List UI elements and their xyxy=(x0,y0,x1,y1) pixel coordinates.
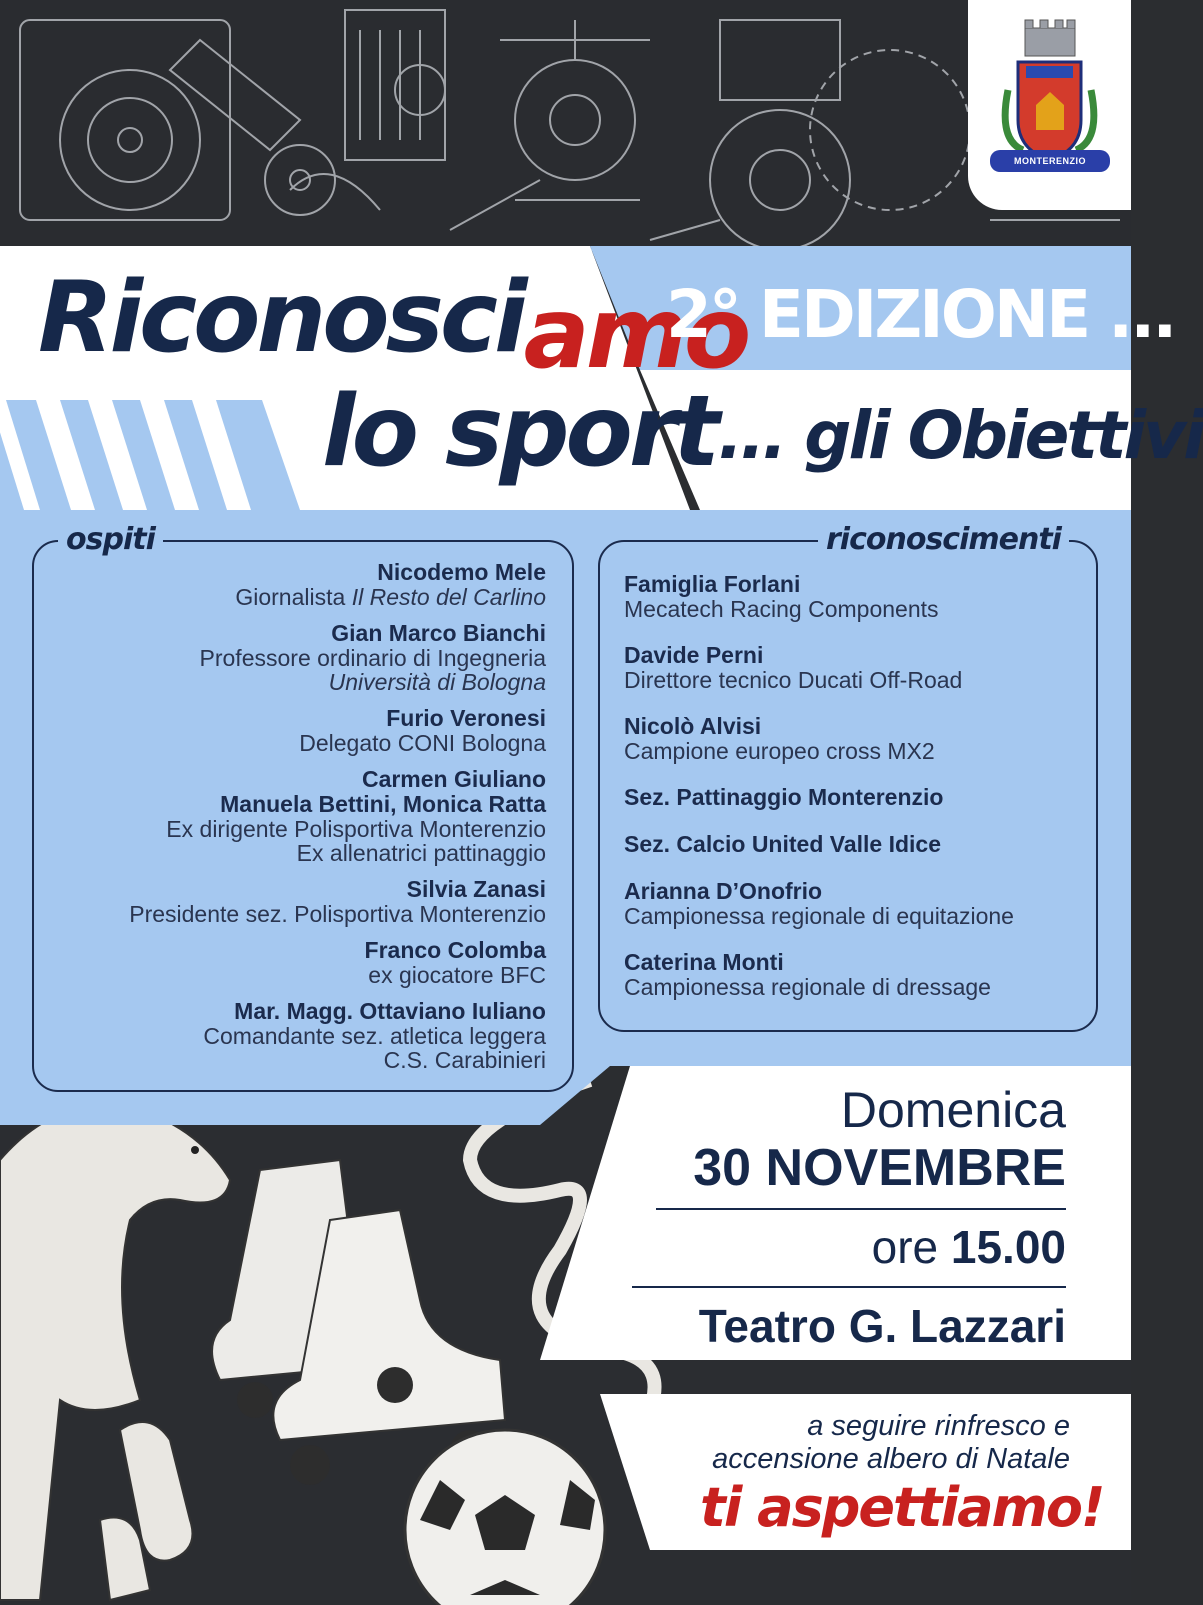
award-role: Direttore tecnico Ducati Off-Road xyxy=(624,667,963,693)
guest-name: Mar. Magg. Ottaviano Iuliano xyxy=(234,998,546,1024)
footer-line-1: a seguire rinfresco e xyxy=(807,1410,1070,1442)
award-name: Nicolò Alvisi xyxy=(624,713,762,739)
guest-role: Delegato CONI Bologna xyxy=(299,730,546,756)
guest-name: Furio Veronesi xyxy=(386,705,546,731)
award-entry xyxy=(624,714,1094,763)
divider xyxy=(632,1286,1066,1288)
guest-role-italic: Università di Bologna xyxy=(328,669,546,695)
guest-name: Franco Colomba xyxy=(364,937,546,963)
awards-list xyxy=(624,572,1094,999)
award-role: Mecatech Racing Components xyxy=(624,596,939,622)
award-entry xyxy=(624,832,1094,857)
guest-role: Ex dirigente Polisportiva Monterenzio xyxy=(166,816,546,842)
guest-role-2: Ex allenatrici pattinaggio xyxy=(296,840,546,866)
footer-line-2: accensione albero di Natale xyxy=(712,1443,1070,1475)
logo-banner: MONTERENZIO xyxy=(990,150,1110,172)
edition-label: 2° EDIZIONE ... xyxy=(666,276,1175,353)
guest-entry xyxy=(46,877,546,926)
award-name: Caterina Monti xyxy=(624,949,784,975)
award-entry xyxy=(624,643,1094,692)
guest-role: ex giocatore BFC xyxy=(368,962,546,988)
event-venue: Teatro G. Lazzari xyxy=(698,1300,1066,1352)
award-entry xyxy=(624,879,1094,928)
award-role: Campione europeo cross MX2 xyxy=(624,738,935,764)
event-date: 30 NOVEMBRE xyxy=(693,1139,1066,1197)
guest-name: Silvia Zanasi xyxy=(406,876,546,902)
guest-role: Presidente sez. Polisportiva Monterenzio xyxy=(129,901,546,927)
guest-role: Comandante sez. atletica leggera xyxy=(203,1023,546,1049)
guest-entry xyxy=(46,938,546,987)
award-role: Campionessa regionale di equitazione xyxy=(624,903,1014,929)
footer-notes xyxy=(620,1410,1070,1476)
guest-entry xyxy=(46,560,546,609)
guest-entry xyxy=(46,706,546,755)
guest-role: Giornalista Il Resto del Carlino xyxy=(235,584,546,610)
award-entry xyxy=(624,950,1094,999)
guest-role: Professore ordinario di Ingegneria xyxy=(199,645,546,671)
guest-name: Nicodemo Mele xyxy=(377,559,546,585)
guest-entry xyxy=(46,621,546,694)
edition-subtitle: ... gli Obiettivi xyxy=(718,397,1203,474)
guest-name: Gian Marco Bianchi xyxy=(331,620,546,646)
guest-entry xyxy=(46,767,546,865)
award-name: Sez. Pattinaggio Monterenzio xyxy=(624,784,944,810)
award-role: Campionessa regionale di dressage xyxy=(624,974,991,1000)
guests-heading: ospiti xyxy=(58,522,163,557)
awards-heading: riconoscimenti xyxy=(818,522,1069,557)
award-entry xyxy=(624,785,1094,810)
title-line-1 xyxy=(38,261,748,391)
guest-name: Carmen Giuliano xyxy=(361,766,546,792)
award-name: Famiglia Forlani xyxy=(624,571,801,597)
guest-role-2: C.S. Carabinieri xyxy=(383,1047,546,1073)
award-entry xyxy=(624,572,1094,621)
event-info xyxy=(620,1082,1066,1354)
divider xyxy=(656,1208,1066,1210)
guest-name-2: Manuela Bettini, Monica Ratta xyxy=(220,791,546,817)
guests-list xyxy=(46,560,546,1084)
award-name: Sez. Calcio United Valle Idice xyxy=(624,831,942,857)
closing-message: ti aspettiamo! xyxy=(700,1476,1104,1539)
guest-entry xyxy=(46,999,546,1072)
title-line-2: lo sport xyxy=(322,375,717,489)
award-name: Arianna D’Onofrio xyxy=(624,878,823,904)
event-day: Domenica xyxy=(840,1082,1066,1138)
title-part-1: Riconosci xyxy=(38,261,524,375)
title-accent: amo xyxy=(523,277,748,391)
event-time: ore 15.00 xyxy=(871,1221,1066,1273)
award-name: Davide Perni xyxy=(624,642,764,668)
